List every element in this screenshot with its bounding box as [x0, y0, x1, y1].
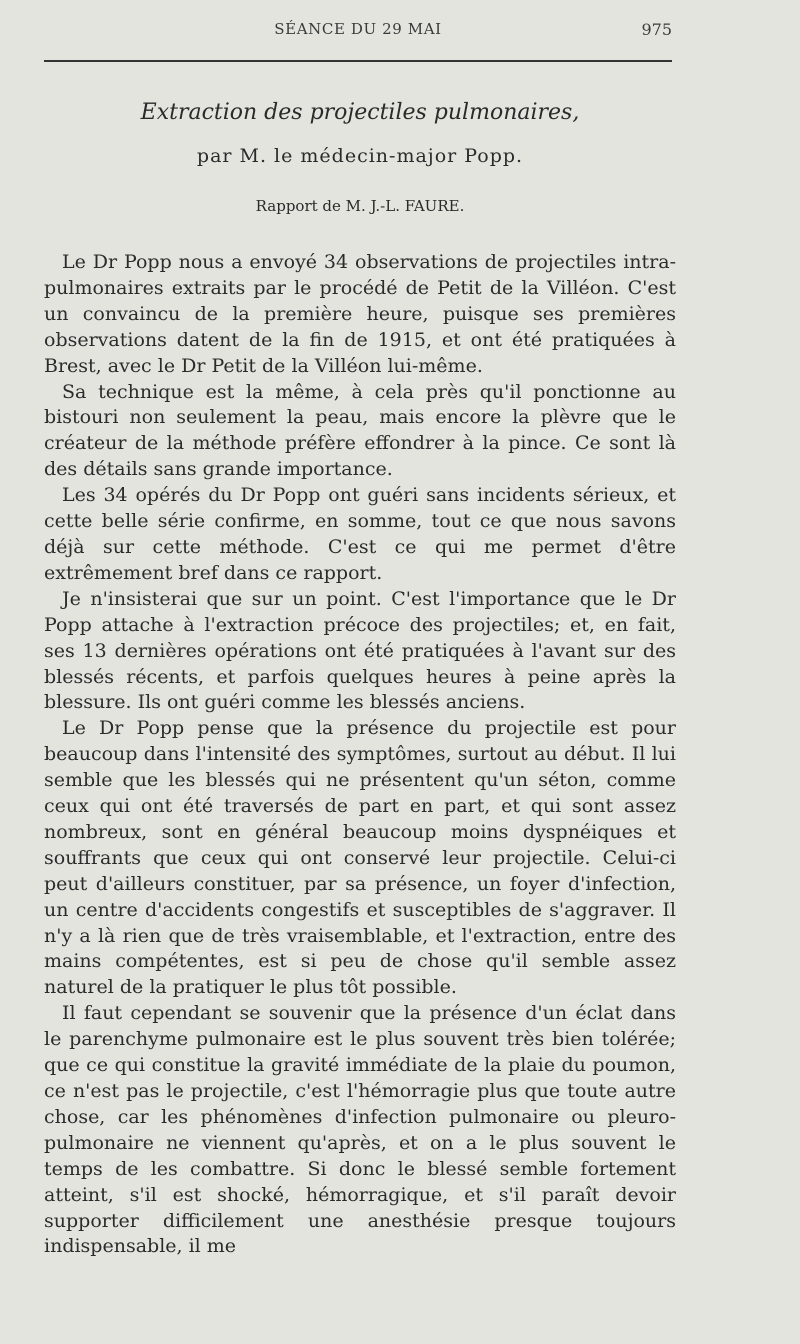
- article-byline: par M. le médecin-major Popp.: [196, 145, 524, 167]
- paragraph: Le Dr Popp nous a envoyé 34 observations de projectiles intra-pulmonaires extraits par le procédé de Petit de la Villéon. C'est un convaincu de la première heure, puisque ses premières observations datent de la fin de 1915, et ont été pratiquées à Brest, avec le Dr Petit de la Villéon lui-même.: [44, 251, 676, 377]
- article-title: Extraction des projectiles pulmonaires,: [140, 100, 580, 125]
- header-rule: [44, 60, 672, 62]
- paragraph: Il faut cependant se souvenir que la présence d'un éclat dans le parenchyme pulmonaire est le plus souvent très bien tolérée; que ce qui constitue la gravité immédiate de la plaie du poumon, ce n'est pas le projectile, c'est l'hémorragie plus que toute autre chose, car les phénomènes d'infection pulmonaire ou pleuro-pulmonaire ne viennent qu'après, et on a le plus souvent le temps de les combattre. Si donc le blessé semble fortement atteint, s'il est shocké, hémorragique, et s'il paraît devoir supporter difficilement une anesthésie presque toujours indispensable, il me: [44, 1002, 676, 1258]
- paragraph: Sa technique est la même, à cela près qu'il ponctionne au bistouri non seulement la peau, mais encore la plèvre que le créateur de la méthode préfère effondrer à la pince. Ce sont là des détails sans grande importance.: [44, 380, 676, 481]
- page-number: 975: [641, 20, 672, 39]
- running-head: SÉANCE DU 29 MAI: [274, 20, 442, 38]
- page-header: [44, 18, 672, 46]
- paragraph: Les 34 opérés du Dr Popp ont guéri sans incidents sérieux, et cette belle série confirme, en somme, tout ce que nous savons déjà sur cette méthode. C'est ce qui me permet d'être extrêmement bref dans ce rapport.: [44, 484, 676, 584]
- article-body: [44, 250, 676, 1260]
- paragraph: Je n'insisterai que sur un point. C'est l'importance que le Dr Popp attache à l'extraction précoce des projectiles; et, en fait, ses 13 dernières opérations ont été pratiquées à l'avant sur des blessés récents, et parfois quelques heures à peine après la blessure. Ils ont guéri comme les blessés anciens.: [44, 587, 676, 714]
- report-line: Rapport de M. J.-L. FAURE.: [255, 197, 465, 215]
- paragraph: Le Dr Popp pense que la présence du projectile est pour beaucoup dans l'intensité des symptômes, surtout au début. Il lui semble que les blessés qui ne présentent qu'un séton, comme ceux qui ont été traversés de part en part, et qui sont assez nombreux, sont en général beaucoup moins dyspnéiques et souffrants que ceux qui ont conservé leur projectile. Celui-ci peut d'ailleurs constituer, par sa présence, un foyer d'infection, un centre d'accidents congestifs et susceptibles de s'aggraver. Il n'y a là rien que de très vraisemblable, et l'extraction, entre des mains compétentes, est si peu de chose qu'il semble assez naturel de la pratiquer le plus tôt possible.: [44, 717, 676, 999]
